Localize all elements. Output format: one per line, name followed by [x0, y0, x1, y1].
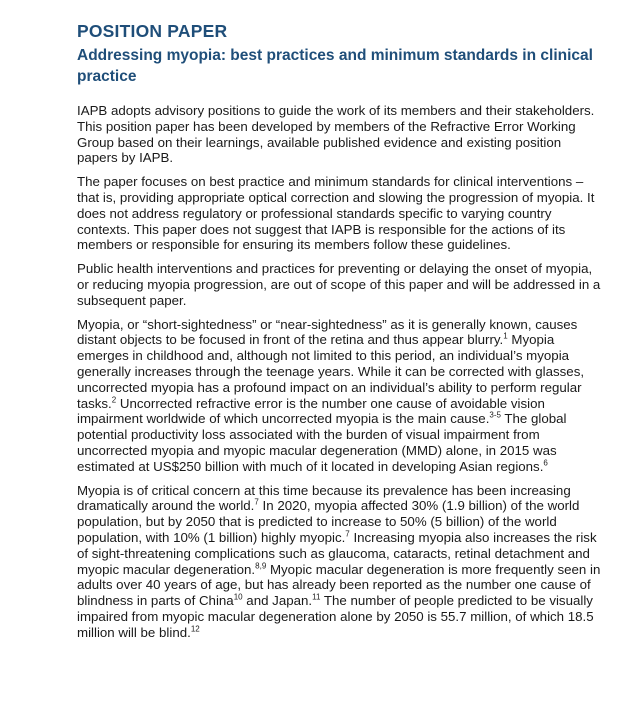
citation-ref: 8,9 — [255, 561, 267, 571]
paragraph-out-of-scope: Public health interventions and practices for preventing or delaying the onset of myopia, or reducing myopia progression, are out of scope of this paper and will be addressed in a subsequent paper. — [77, 261, 601, 308]
paragraph-scope: The paper focuses on best practice and minimum standards for clinical interventions – that is, providing appropriate optical correction and slowing the progression of myopia. It does not address regulatory or professional standards specific to varying country contexts. This paper does not suggest that IAPB is responsible for the actions of its members or responsible for ensuring its members follow these guidelines. — [77, 174, 595, 253]
text-span: Myopia, or “short-sightedness” or “near-sightedness” as it is generally known, causes distant objects to be focused in front of the retina and thus appear blurry. — [77, 316, 578, 348]
text-span: and Japan. — [242, 593, 313, 609]
citation-ref: 2 — [111, 395, 117, 405]
text-span: Uncorrected refractive error is the number one cause of avoidable vision impairment worldwide of which uncorrected myopia is the main cause. — [77, 395, 545, 427]
citation-ref: 11 — [312, 592, 321, 602]
text-span: The global potential productivity loss associated with the burden of visual impairment from uncorrected myopia and myopic macular degeneration (MMD) alone, in 2015 was estimated at US$250 billion with much of it located in developing Asian regions. — [77, 411, 567, 474]
text-span: Myopia is of critical concern at this time because its prevalence has been increasing dramatically around the world. — [77, 482, 571, 514]
paragraph-myopia-definition — [77, 317, 605, 475]
citation-ref: 12 — [190, 624, 200, 634]
document-type-label: POSITION PAPER — [77, 21, 228, 41]
citation-ref: 7 — [254, 497, 259, 507]
paragraph-intro: IAPB adopts advisory positions to guide the work of its members and their stakeholders. This position paper has been developed by members of the Refractive Error Working Group based on their learnings, available published evidence and existing position papers by IAPB. — [77, 103, 595, 166]
text-span: In 2020, myopia affected 30% (1.9 billion) of the world population, but by 2050 that is predicted to increase to 50% (5 billion) of the world population, with 10% (1 billion) highly myopic. — [77, 498, 580, 545]
document-body — [77, 103, 605, 649]
text-span: The number of people predicted to be visually impaired from myopic macular degeneration alone by 2050 is 55.7 million, of which 18.5 million will be blind. — [77, 593, 594, 640]
text-span: Myopia emerges in childhood and, although not limited to this period, an individual’s myopia generally increases through the teenage years. While it can be corrected with glasses, uncorrected myopia has a profound impact on an individual’s ability to perform regular tasks. — [77, 332, 585, 411]
citation-ref: 10 — [233, 592, 243, 602]
citation-ref: 7 — [345, 529, 350, 539]
document-title: Addressing myopia: best practices and minimum standards in clinical practice — [77, 47, 593, 85]
citation-ref: 6 — [543, 458, 548, 468]
citation-ref: 1 — [503, 331, 508, 341]
citation-ref: 3-5 — [489, 410, 501, 420]
text-span: Myopic macular degeneration is more frequently seen in adults over 40 years of age, but has already been reported as the number one cause of blindness in parts of China — [77, 561, 601, 609]
paragraph-myopia-prevalence — [77, 483, 605, 641]
text-span: Increasing myopia also increases the risk of sight-threatening complications such as glaucoma, cataracts, retinal detachment and myopic macular degeneration. — [77, 529, 597, 577]
